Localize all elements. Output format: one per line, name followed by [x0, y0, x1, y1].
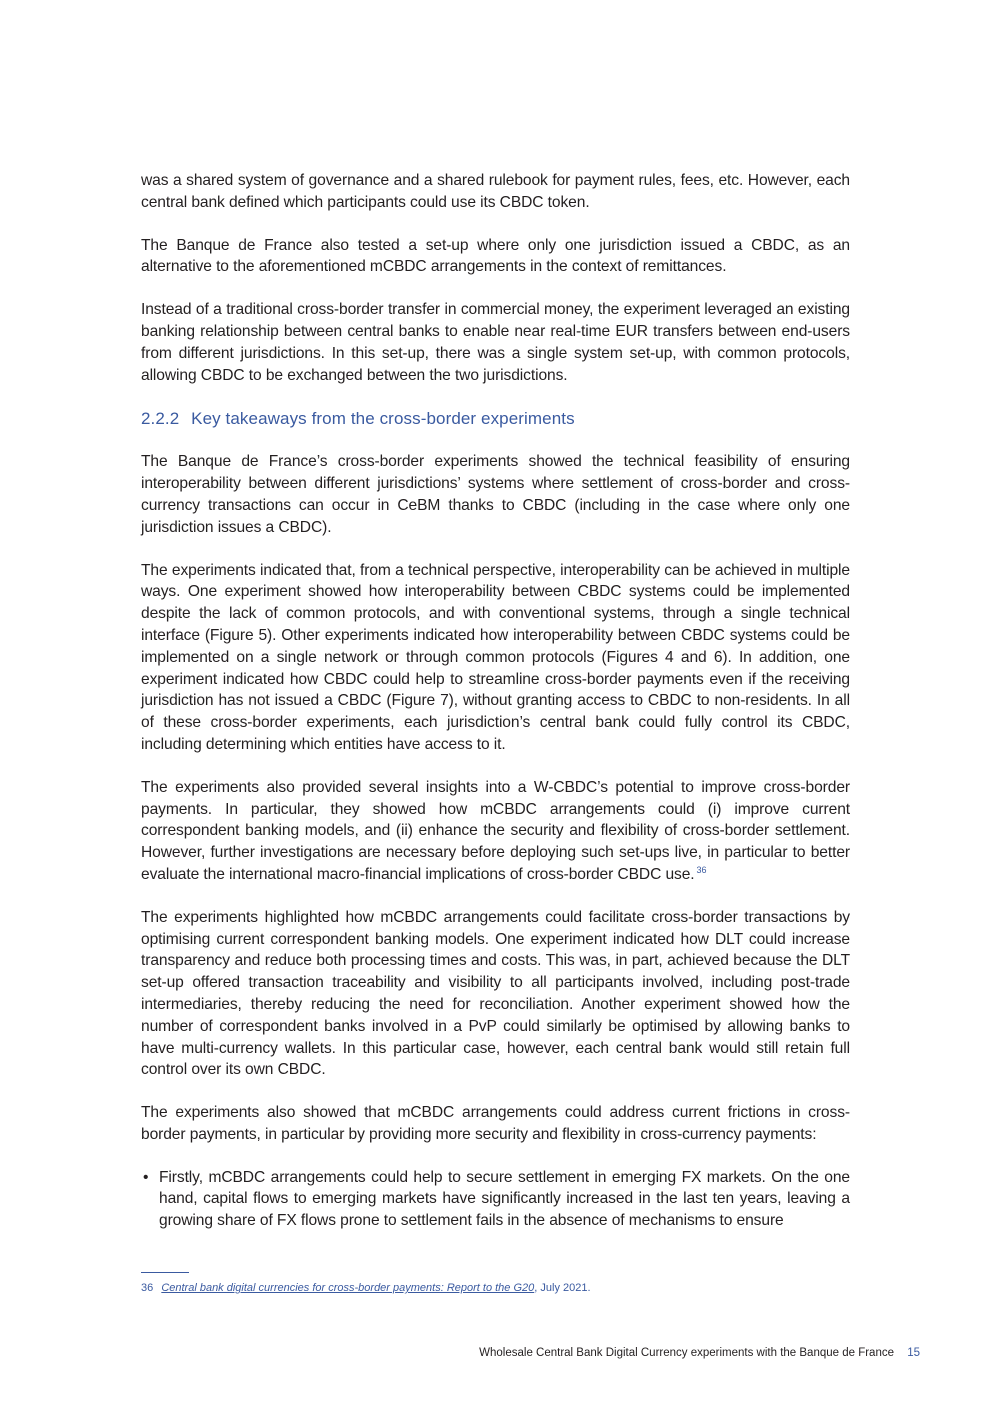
page-content [141, 170, 850, 1232]
footnote-suffix: , July 2021. [534, 1282, 591, 1294]
paragraph-with-footnote [141, 777, 850, 886]
section-heading [141, 407, 850, 431]
paragraph: The experiments also showed that mCBDC arrangements could address current frictions in cross-border payments, in particular by providing more security and flexibility in cross-currency payments: [141, 1104, 850, 1143]
footnote-link[interactable]: Central bank digital currencies for cross-border payments: Report to the G20 [161, 1282, 535, 1294]
paragraph: The experiments indicated that, from a technical perspective, interoperability can be achieved in multiple ways. One experiment showed how interoperability between CBDC systems could be implemented despite the lack of common protocols, and with conventional systems, through a single technical interface (Figure 5). Other experiments indicated how interoperability between CBDC systems could be implemented on a single network or through common protocols (Figures 4 and 6). In addition, one experiment indicated how CBDC could help to streamline cross-border payments even if the receiving jurisdiction has not issued a CBDC (Figure 7), without granting access to CBDC to non-residents. In all of these cross-border experiments, each jurisdiction’s central bank could fully control its CBDC, including determining which entities have access to it. [141, 561, 850, 753]
paragraph: Instead of a traditional cross-border transfer in commercial money, the experiment leveraged an existing banking relationship between central banks to enable near real-time EUR transfers between end-users from different jurisdictions. In this set-up, there was a single system set-up, with common protocols, allowing CBDC to be exchanged between the two jurisdictions. [141, 301, 850, 384]
paragraph: The Banque de France also tested a set-up where only one jurisdiction issued a CBDC, as an alternative to the aforementioned mCBDC arrangements in the context of remittances. [141, 236, 850, 276]
page-number: 15 [907, 1347, 920, 1359]
footer-title: Wholesale Central Bank Digital Currency experiments with the Banque de France [479, 1347, 894, 1359]
bullet-icon: • [143, 1168, 149, 1186]
footnote-number: 36 [141, 1282, 154, 1294]
footnote-divider [141, 1272, 189, 1273]
list-item-text: Firstly, mCBDC arrangements could help to secure settlement in emerging FX markets. On the one hand, capital flows to emerging markets have significantly increased in the last ten years, leaving a growing share of FX flows prone to settlement fails in the absence of mechanisms to ensure [159, 1168, 850, 1230]
bullet-list [141, 1167, 850, 1232]
paragraph: The experiments highlighted how mCBDC arrangements could facilitate cross-border transactions by optimising current correspondent banking models. One experiment indicated how DLT could increase transparency and reduce both processing times and costs. This was, in part, achieved because the DLT set-up offered transaction traceability and visibility to all participants involved, including post-trade intermediaries, thereby reducing the need for reconciliation. Another experiment showed how the number of correspondent banks involved in a PvP could similarly be optimised by allowing banks to have multi-currency wallets. In this particular case, however, each central bank would still retain full control over its own CBDC. [141, 908, 850, 1079]
paragraph-text: The experiments also provided several insights into a W-CBDC’s potential to improve cross-border payments. In particular, they showed how mCBDC arrangements could (i) improve current correspondent banking models, and (ii) enhance the security and flexibility of cross-border settlement. However, further investigations are necessary before deploying such set-ups live, in particular to better evaluate the international macro-financial implications of cross-border CBDC use. [141, 778, 850, 883]
running-footer [479, 1346, 920, 1360]
section-title: Key takeaways from the cross-border experiments [191, 409, 575, 429]
footnote-reference[interactable]: 36 [696, 864, 707, 875]
footnote [141, 1281, 591, 1295]
paragraph: The Banque de France’s cross-border experiments showed the technical feasibility of ensuring interoperability between different jurisdictions’ systems where settlement of cross-border and cross-currency transactions can occur in CeBM thanks to CBDC (including in the case where only one jurisdiction issues a CBDC). [141, 453, 850, 536]
list-item [141, 1167, 850, 1232]
paragraph: was a shared system of governance and a shared rulebook for payment rules, fees, etc. However, each central bank defined which participants could use its CBDC token. [141, 172, 850, 211]
section-number: 2.2.2 [141, 409, 180, 429]
